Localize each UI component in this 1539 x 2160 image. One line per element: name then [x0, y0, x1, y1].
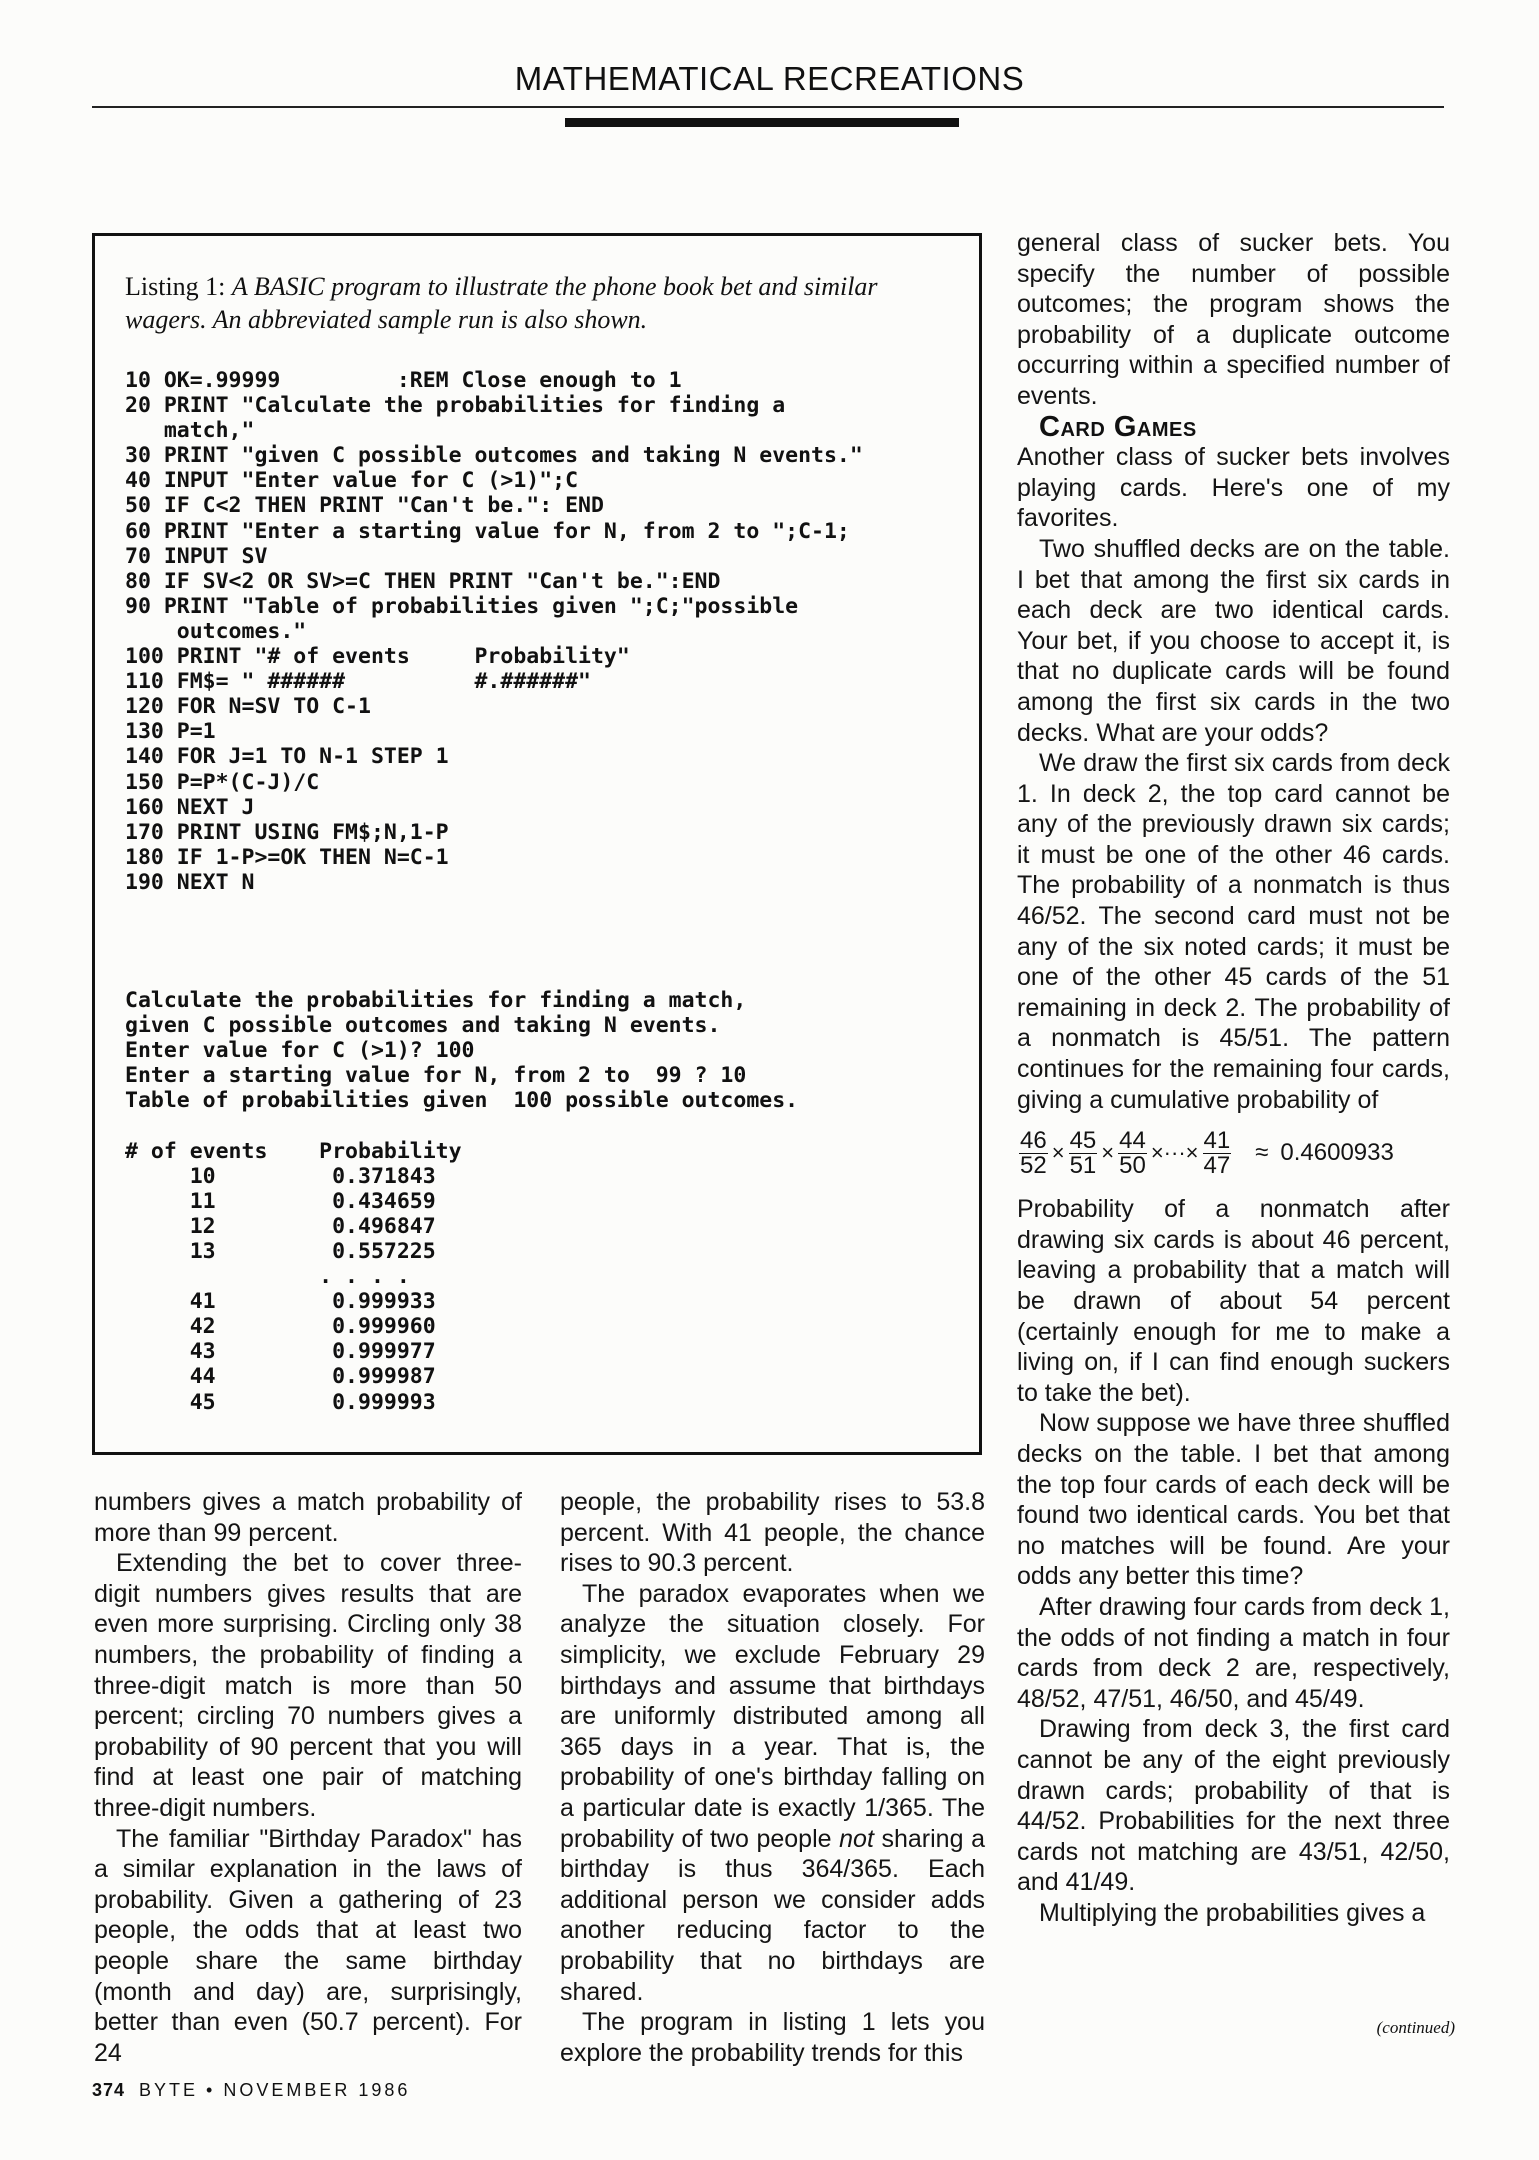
fraction: [1203, 1129, 1232, 1178]
denominator: 51: [1069, 1152, 1097, 1180]
times-sign: ×: [1051, 1140, 1065, 1166]
numerator: 41: [1203, 1127, 1231, 1155]
paragraph: Multiplying the probabilities gives a: [1039, 1898, 1426, 1927]
approx-sign: ≈: [1255, 1139, 1269, 1167]
listing-caption-text: A BASIC program to illustrate the phone book bet and similar wagers. An abbreviated sample run is also shown.: [125, 272, 878, 334]
page-number: 374: [92, 2080, 126, 2100]
fraction: [1069, 1129, 1098, 1178]
paragraph: people, the probability rises to 53.8 percent. With 41 people, the chance rises to 90.3 percent.: [560, 1488, 985, 1578]
ellipsis: ×···×: [1150, 1140, 1199, 1166]
continued-note: (continued): [1376, 2018, 1455, 2037]
times-sign: ×: [1101, 1140, 1115, 1166]
left-column: [94, 1487, 522, 2068]
paragraph: general class of sucker bets. You specify the number of possible outcomes; the program shows the probability of a duplicate outcome occurring within a specified number of events.: [1017, 229, 1450, 410]
sample-run-output: Calculate the probabilities for finding a match, given C possible outcomes and taking N events. Enter value for C (>1)? 100 Enter a starting value for N, from 2 to 99 ? 10 Table of probabilities given 100 possible outcomes. # of events Probability 10 0.371843 11 0.434659 12 0.496847 13 0.557225 . . . . 41 0.999933 42 0.999960 43 0.999977 44 0.999987 45 0.999993: [125, 988, 799, 1415]
paragraph: The program in listing 1 lets you explore the probability trends for this: [560, 2008, 985, 2067]
paragraph: Probability of a nonmatch after drawing six cards is about 46 percent, leaving a probability that a match will be drawn of about 54 percent (certainly enough for me to make a living on, if I can find enough suckers to take the bet).: [1017, 1195, 1450, 1407]
header-bar: [565, 118, 959, 127]
right-column-top: [1017, 228, 1450, 1928]
denominator: 50: [1119, 1152, 1146, 1180]
paragraph: [560, 1579, 985, 2007]
middle-column: [560, 1487, 985, 2068]
numerator: 44: [1119, 1127, 1146, 1155]
listing-box: [92, 233, 982, 1455]
paragraph: Now suppose we have three shuffled decks on the table. I bet that among the top four cards of each deck will be found two identical cards. You bet that no matches will be found. Are your odds any better this time?: [1017, 1409, 1450, 1591]
header-rule: [92, 106, 1444, 108]
listing-caption: [125, 270, 925, 336]
basic-program-code: 10 OK=.99999 :REM Close enough to 1 20 PRINT "Calculate the probabilities for finding a match," 30 PRINT "given C possible outcomes and taking N events." 40 INPUT "Enter value for C (>1)";C 50 IF C<2 THEN PRINT "Can't be.": END 60 PRINT "Enter a starting value for N, from 2 to ";C-1; 70 INPUT SV 80 IF SV<2 OR SV>=C THEN PRINT "Can't be.":END 90 PRINT "Table of probabilities given ";C;"possible outcomes." 100 PRINT "# of events Probability" 110 FM$= " ###### #.######" 120 FOR N=SV TO C-1 130 P=1 140 FOR J=1 TO N-1 STEP 1 150 P=P*(C-J)/C 160 NEXT J 170 PRINT USING FM$;N,1-P 180 IF 1-P>=OK THEN N=C-1 190 NEXT N: [125, 368, 863, 895]
paragraph: We draw the first six cards from deck 1. In deck 2, the top card cannot be any of the previously drawn six cards; it must be one of the other 46 cards. The probability of a nonmatch is thus 46/52. The second card must not be any of the six noted cards; it must be one of the other 45 cards of the 51 remaining in deck 2. The probability of a nonmatch is 45/51. The pattern continues for the remaining four cards, giving a cumulative probability of: [1017, 749, 1450, 1114]
paragraph: Drawing from deck 3, the first card cannot be any of the eight previously drawn cards; probability of that is 44/52. Probabilities for the next three cards not matching are 43/51, 42/50, and 41/49.: [1017, 1715, 1450, 1897]
emphasis-not: not: [839, 1824, 874, 1853]
fraction: [1118, 1129, 1147, 1178]
text-run: The paradox evaporates when we analyze the situation closely. For simplicity, we exclude February 29 birthdays and assume that birthdays are uniformly distributed among all 365 days in a year. That is, the probability of one's birthday falling on a particular date is exactly 1/365. The probability of two people: [560, 1579, 985, 1853]
paragraph: Extending the bet to cover three-digit numbers gives results that are even more surprising. Circling only 38 numbers, the probability of finding a three-digit match is more than 50 percent; circling 70 numbers gives a probability of 90 percent that you will find at least one pair of matching three-digit numbers.: [94, 1549, 522, 1822]
paragraph: Another class of sucker bets involves playing cards. Here's one of my favorites.: [1017, 443, 1450, 533]
card-games-heading: Card Games: [1039, 410, 1197, 443]
numerator: 45: [1069, 1127, 1097, 1155]
text-run: sharing a birthday is thus 364/365. Each additional person we consider adds another reducing factor to the probability that no birthdays are shared.: [560, 1824, 985, 2006]
denominator: 52: [1020, 1152, 1047, 1180]
paragraph: After drawing four cards from deck 1, the odds of not finding a match in four cards from deck 2 are, respectively, 48/52, 47/51, 46/50, and 45/49.: [1017, 1592, 1450, 1713]
probability-formula: [1017, 1129, 1450, 1178]
paragraph: numbers gives a match probability of more than 99 percent.: [94, 1488, 522, 1547]
page-footer: [92, 2080, 410, 2101]
fraction: [1019, 1129, 1048, 1178]
paragraph: The familiar "Birthday Paradox" has a similar explanation in the laws of probability. Given a gathering of 23 people, the odds that at least two people share the same birthday (month and day) are, surprisingly, better than even (50.7 percent). For 24: [94, 1824, 522, 2067]
numerator: 46: [1020, 1127, 1047, 1155]
formula-result: 0.4600933: [1280, 1139, 1394, 1167]
magazine-issue: BYTE • NOVEMBER 1986: [139, 2080, 411, 2100]
paragraph: Two shuffled decks are on the table. I bet that among the first six cards in each deck are two identical cards. Your bet, if you choose to accept it, is that no duplicate cards will be found among the first six cards in the two decks. What are your odds?: [1017, 534, 1450, 747]
listing-caption-label: Listing 1:: [125, 272, 226, 301]
section-title: MATHEMATICAL RECREATIONS: [514, 60, 1025, 97]
denominator: 47: [1203, 1152, 1231, 1180]
